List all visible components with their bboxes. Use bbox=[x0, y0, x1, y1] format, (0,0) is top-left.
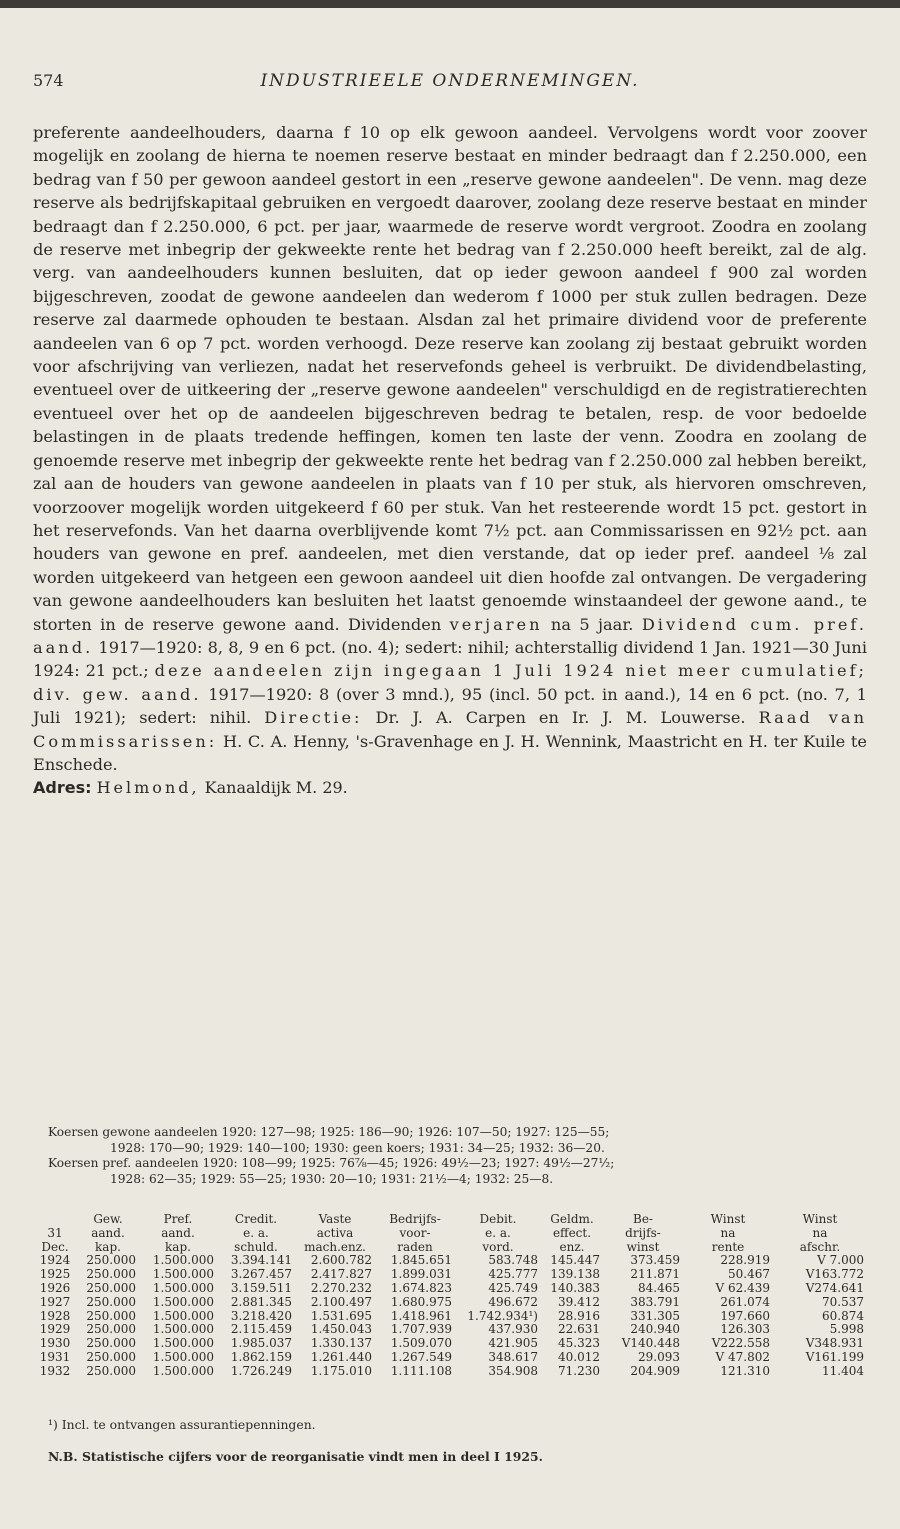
table-header-row bbox=[33, 1227, 867, 1241]
table-cell: 1.680.975 bbox=[390, 1294, 452, 1309]
table-cell: 250.000 bbox=[86, 1267, 136, 1282]
column-header bbox=[33, 1213, 77, 1227]
column-header: Be- bbox=[633, 1212, 653, 1226]
column-header: Geldm. bbox=[550, 1212, 594, 1226]
table-cell: 1.267.549 bbox=[390, 1349, 452, 1364]
table-cell: 2.270.232 bbox=[310, 1280, 372, 1295]
column-header: raden bbox=[397, 1239, 433, 1254]
table-cell: 197.660 bbox=[720, 1308, 770, 1323]
address-label: Adres: bbox=[33, 778, 92, 798]
table-row bbox=[33, 1254, 867, 1268]
year-cell: 1928 bbox=[39, 1308, 71, 1323]
table-cell: 261.074 bbox=[720, 1294, 770, 1309]
table-cell: 1.862.159 bbox=[230, 1349, 292, 1364]
table-cell: 3.218.420 bbox=[230, 1308, 292, 1323]
table-cell: 250.000 bbox=[86, 1253, 136, 1268]
column-header: kap. bbox=[95, 1239, 121, 1254]
table-cell: 211.871 bbox=[630, 1267, 680, 1282]
column-header: afschr. bbox=[799, 1239, 841, 1254]
table-cell: V140.448 bbox=[621, 1336, 680, 1351]
dividend-pref-label: Dividend cum. pref. aand. bbox=[33, 614, 867, 657]
table-cell: 39.412 bbox=[558, 1294, 600, 1309]
column-header: enz. bbox=[559, 1239, 585, 1254]
column-header: Credit. bbox=[234, 1212, 278, 1226]
table-cell: 250.000 bbox=[86, 1336, 136, 1351]
table-cell: 126.303 bbox=[720, 1322, 770, 1337]
table-cell: 250.000 bbox=[86, 1308, 136, 1323]
table-cell: 250.000 bbox=[86, 1280, 136, 1295]
table-row bbox=[33, 1323, 867, 1337]
directie-names: Dr. J. A. Carpen en Ir. J. M. Louwerse. bbox=[362, 708, 759, 728]
prices-common-line2: 1928: 170—90; 1929: 140—100; 1930: geen koers; 1931: 34—25; 1932: 36—20. bbox=[110, 1140, 605, 1155]
year-cell: 1925 bbox=[39, 1267, 71, 1282]
year-cell: 1932 bbox=[39, 1363, 71, 1378]
dividend-gew-label: div. gew. aand. bbox=[33, 684, 202, 704]
table-row bbox=[33, 1337, 867, 1351]
table-cell: 1.845.651 bbox=[390, 1253, 452, 1268]
table-header-row bbox=[33, 1241, 867, 1255]
table-cell: 496.672 bbox=[488, 1294, 538, 1309]
column-header: Winst bbox=[802, 1212, 838, 1226]
table-cell: 240.940 bbox=[630, 1322, 680, 1337]
table-cell: 425.749 bbox=[488, 1280, 538, 1295]
table-cell: 71.230 bbox=[558, 1363, 600, 1378]
prices-common-line1: Koersen gewone aandeelen 1920: 127—98; 1925: 186—90; 1926: 107—50; 1927: 125—55; bbox=[48, 1125, 610, 1139]
table-cell: V 47.802 bbox=[715, 1349, 770, 1364]
column-header: Winst bbox=[710, 1212, 746, 1226]
book-page bbox=[0, 8, 900, 1529]
table-cell: 140.383 bbox=[550, 1280, 600, 1295]
table-row bbox=[33, 1351, 867, 1365]
column-header: drijfs- bbox=[625, 1225, 661, 1240]
table-footnote: ¹) Incl. te ontvangen assurantiepenningen. bbox=[48, 1417, 316, 1432]
table-cell: 1.418.961 bbox=[390, 1308, 452, 1323]
table-cell: 250.000 bbox=[86, 1294, 136, 1309]
share-prices bbox=[48, 1125, 868, 1187]
table-cell: 437.930 bbox=[488, 1322, 538, 1337]
scan-top-edge bbox=[0, 0, 900, 8]
table-cell: 2.881.345 bbox=[230, 1294, 292, 1309]
table-cell: 1.111.108 bbox=[390, 1363, 452, 1378]
table-cell: 1.450.043 bbox=[310, 1322, 372, 1337]
year-cell: 1931 bbox=[39, 1349, 71, 1364]
table-cell: 373.459 bbox=[630, 1253, 680, 1268]
column-header: activa bbox=[316, 1225, 354, 1240]
table-cell: 121.310 bbox=[720, 1363, 770, 1378]
column-header: voor- bbox=[399, 1225, 431, 1240]
column-header: effect. bbox=[552, 1225, 592, 1240]
body-text: preferente aandeelhouders, daarna f 10 op elk gewoon aandeel. Vervolgens wordt voor zoover mogelijk en zoolang de hierna te noemen reserve bestaat en minder bedraagt dan f 2.250.000, een bedrag van f 50 per gewoon aandeel gestort in een „reserve gewone aandeelen". De venn. mag deze reserve als bedrijfskapitaal gebruiken en vergoedt daarover, zoolang deze reserve bestaat en minder bedraagt dan f 2.250.000, 6 pct. per jaar, waarmede de reserve wordt vergroot. Zoodra en zoolang de reserve met inbegrip der gekweekte rente het bedrag van f 2.250.000 heeft bereikt, zal de alg. verg. van aandeelhouders kunnen besluiten, dat op ieder gewoon aandeel f 900 zal worden bijgeschreven, zoodat de gewone aandeelen dan wederom f 1000 per stuk zullen bedragen. Deze reserve zal daarmede ophouden te bestaan. Alsdan zal het primaire dividend voor de preferente aandeelen van 6 op 7 pct. worden verhoogd. Deze reserve kan zoolang zij bestaat gebruikt worden voor afschrijving van verliezen, nadat het reservefonds geheel is verbruikt. De dividendbelasting, eventueel over de uitkeering der „reserve gewone aandeelen" verschuldigd en de registratierechten eventueel over het op de aandeelen bijgeschreven bedrag te betalen, resp. de voor bedoelde belastingen in de plaats tredende heffingen, komen ten laste der venn. Zoodra en zoolang de genoemde reserve met inbegrip der gekweekte rente het bedrag van f 2.250.000 zal hebben bereikt, zal aan de houders van gewone aandeelen in plaats van f 10 per stuk, als hiervoren omschreven, voorzoover mogelijk worden uitgekeerd f 60 per stuk. Van het resteerende wordt 15 pct. gestort in het reservefonds. Van het daarna overblijvende komt 7½ pct. aan Commissarissen en 92½ pct. aan houders van gewone en pref. aandeelen, met dien verstande, dat op ieder pref. aandeel ⅛ zal worden uitgekeerd van hetgeen een gewoon aandeel uit dien hoofde zal ontvangen. De vergadering van gewone aandeelhouders kan besluiten het laatst genoemde winstaandeel der gewone aand., te storten in de reserve gewone aand. Dividenden bbox=[33, 123, 867, 634]
nb-note: N.B. Statistische cijfers voor de reorganisatie vindt men in deel I 1925. bbox=[48, 1449, 543, 1464]
column-header: e. a. bbox=[243, 1225, 269, 1240]
table-cell: 5.998 bbox=[829, 1322, 864, 1337]
table-cell: 250.000 bbox=[86, 1349, 136, 1364]
table-cell: 2.417.827 bbox=[310, 1267, 372, 1282]
table-cell: 228.919 bbox=[720, 1253, 770, 1268]
table-cell: 139.138 bbox=[550, 1267, 600, 1282]
rvc-names: H. C. A. Henny, 's-Gravenhage en J. H. Wennink, Maastricht en H. ter Kuile te Enschede. bbox=[33, 731, 867, 774]
table-cell: 70.537 bbox=[822, 1294, 864, 1309]
column-header: schuld. bbox=[234, 1239, 278, 1254]
table-cell: 1.500.000 bbox=[152, 1267, 214, 1282]
column-header: Vaste bbox=[318, 1212, 352, 1226]
column-header: Bedrijfs- bbox=[389, 1212, 441, 1226]
table-header-row bbox=[33, 1213, 867, 1227]
table-cell: 2.600.782 bbox=[310, 1253, 372, 1268]
body-paragraph bbox=[33, 121, 867, 776]
table-cell: 1.509.070 bbox=[390, 1336, 452, 1351]
column-header: Dec. bbox=[41, 1239, 69, 1254]
column-header: 31 bbox=[47, 1225, 63, 1240]
table-cell: 348.617 bbox=[488, 1349, 538, 1364]
main-text bbox=[33, 121, 867, 800]
table-cell: 1.500.000 bbox=[152, 1336, 214, 1351]
table-cell: 1.500.000 bbox=[152, 1322, 214, 1337]
table-cell: 331.305 bbox=[630, 1308, 680, 1323]
table-cell: 28.916 bbox=[558, 1308, 600, 1323]
table-cell: 250.000 bbox=[86, 1363, 136, 1378]
column-header: e. a. bbox=[485, 1225, 511, 1240]
table-row bbox=[33, 1365, 867, 1379]
table-cell: 40.012 bbox=[558, 1349, 600, 1364]
rvc-label: Raad van Commissarissen: bbox=[33, 708, 867, 751]
year-cell: 1924 bbox=[39, 1253, 71, 1268]
column-header: rente bbox=[711, 1239, 745, 1254]
column-header: Gew. bbox=[93, 1212, 123, 1226]
table-cell: 1.899.031 bbox=[390, 1267, 452, 1282]
table-cell: 2.100.497 bbox=[310, 1294, 372, 1309]
table-cell: V 62.439 bbox=[715, 1280, 770, 1295]
table-cell: 1.500.000 bbox=[152, 1280, 214, 1295]
table-cell: 383.791 bbox=[630, 1294, 680, 1309]
table-cell: 84.465 bbox=[638, 1280, 680, 1295]
table-cell: 1.531.695 bbox=[310, 1308, 372, 1323]
table-cell: 1.500.000 bbox=[152, 1363, 214, 1378]
prices-pref-line1: Koersen pref. aandeelen 1920: 108—99; 1925: 76⅞—45; 1926: 49½—23; 1927: 49½—27½; bbox=[48, 1156, 615, 1171]
table-cell: 421.905 bbox=[488, 1336, 538, 1351]
table-cell: 1.261.440 bbox=[310, 1349, 372, 1364]
year-cell: 1929 bbox=[39, 1322, 71, 1337]
table-cell: 250.000 bbox=[86, 1322, 136, 1337]
column-header: Debit. bbox=[479, 1212, 517, 1226]
prices-pref-line2: 1928: 62—35; 1929: 55—25; 1930: 20—10; 1931: 21½—4; 1932: 25—8. bbox=[110, 1171, 554, 1186]
table-cell: 29.093 bbox=[638, 1349, 680, 1364]
directie-label: Directie: bbox=[264, 708, 363, 728]
column-header: na bbox=[812, 1225, 828, 1240]
column-header: kap. bbox=[165, 1239, 191, 1254]
table-cell: 50.467 bbox=[728, 1267, 770, 1282]
table-cell: 1.500.000 bbox=[152, 1308, 214, 1323]
table-cell: 354.908 bbox=[488, 1363, 538, 1378]
table-cell: 60.874 bbox=[822, 1308, 864, 1323]
column-header: mach.enz. bbox=[304, 1239, 366, 1254]
table-cell: 11.404 bbox=[822, 1363, 864, 1378]
table-cell: 45.323 bbox=[558, 1336, 600, 1351]
table-cell: 145.447 bbox=[550, 1253, 600, 1268]
table-cell: 1.500.000 bbox=[152, 1253, 214, 1268]
table-cell: 1.674.823 bbox=[390, 1280, 452, 1295]
table-cell: 1.726.249 bbox=[230, 1363, 292, 1378]
table-cell: 3.394.141 bbox=[230, 1253, 292, 1268]
table-cell: V348.931 bbox=[805, 1336, 864, 1351]
address-city: Helmond, bbox=[96, 778, 200, 798]
term-verjaren: verjaren bbox=[449, 614, 543, 634]
dividend-pref-text: 1917—1920: 8, 8, 9 en 6 pct. (no. 4); sedert: nihil; achterstallig dividend 1 Jan. 1921—30 Juni 1924: 21 pct.; bbox=[33, 637, 867, 681]
table-cell: V222.558 bbox=[711, 1336, 770, 1351]
column-header: aand. bbox=[161, 1225, 195, 1240]
column-header: na bbox=[720, 1225, 736, 1240]
dividend-gew-text: 1917—1920: 8 (over 3 mnd.), 95 (incl. 50 pct. in aand.), 14 en 6 pct. (no. 7, 1 Juli 1921); sedert: nihil. bbox=[33, 684, 867, 728]
address bbox=[33, 776, 867, 799]
table-cell: V 7.000 bbox=[817, 1253, 864, 1268]
table-cell: 22.631 bbox=[558, 1322, 600, 1337]
table-cell: 425.777 bbox=[488, 1267, 538, 1282]
table-cell: 3.159.511 bbox=[230, 1280, 292, 1295]
table-cell: V274.641 bbox=[805, 1280, 864, 1295]
table-cell: 1.330.137 bbox=[310, 1336, 372, 1351]
column-header: vord. bbox=[482, 1239, 514, 1254]
column-header: aand. bbox=[91, 1225, 125, 1240]
table-cell: 204.909 bbox=[630, 1363, 680, 1378]
table-cell: 2.115.459 bbox=[230, 1322, 292, 1337]
column-header: Pref. bbox=[163, 1212, 193, 1226]
year-cell: 1926 bbox=[39, 1280, 71, 1295]
financial-table bbox=[33, 1213, 867, 1379]
table-row bbox=[33, 1310, 867, 1324]
table-cell: 1.175.010 bbox=[310, 1363, 372, 1378]
table-cell: 3.267.457 bbox=[230, 1267, 292, 1282]
page-number: 574 bbox=[33, 71, 64, 90]
running-title: INDUSTRIEELE ONDERNEMINGEN. bbox=[260, 71, 640, 91]
table-cell: 1.707.939 bbox=[390, 1322, 452, 1337]
column-header: winst bbox=[626, 1239, 660, 1254]
table-cell: V161.199 bbox=[805, 1349, 864, 1364]
verjaring-text: na 5 jaar. bbox=[542, 614, 642, 634]
year-cell: 1927 bbox=[39, 1294, 71, 1309]
table-cell: 1.985.037 bbox=[230, 1336, 292, 1351]
table-cell: 1.500.000 bbox=[152, 1349, 214, 1364]
address-street: Kanaaldijk M. 29. bbox=[199, 778, 348, 798]
table-cell: 1.500.000 bbox=[152, 1294, 214, 1309]
table-row bbox=[33, 1296, 867, 1310]
page-header bbox=[33, 71, 867, 95]
table-row bbox=[33, 1268, 867, 1282]
cumulative-note: deze aandeelen zijn ingegaan 1 Juli 1924 niet meer cumulatief; bbox=[154, 661, 868, 681]
year-cell: 1930 bbox=[39, 1336, 71, 1351]
table-cell: 1.742.934¹) bbox=[467, 1308, 538, 1323]
table-row bbox=[33, 1282, 867, 1296]
table-cell: 583.748 bbox=[488, 1253, 538, 1268]
table-cell: V163.772 bbox=[805, 1267, 864, 1282]
